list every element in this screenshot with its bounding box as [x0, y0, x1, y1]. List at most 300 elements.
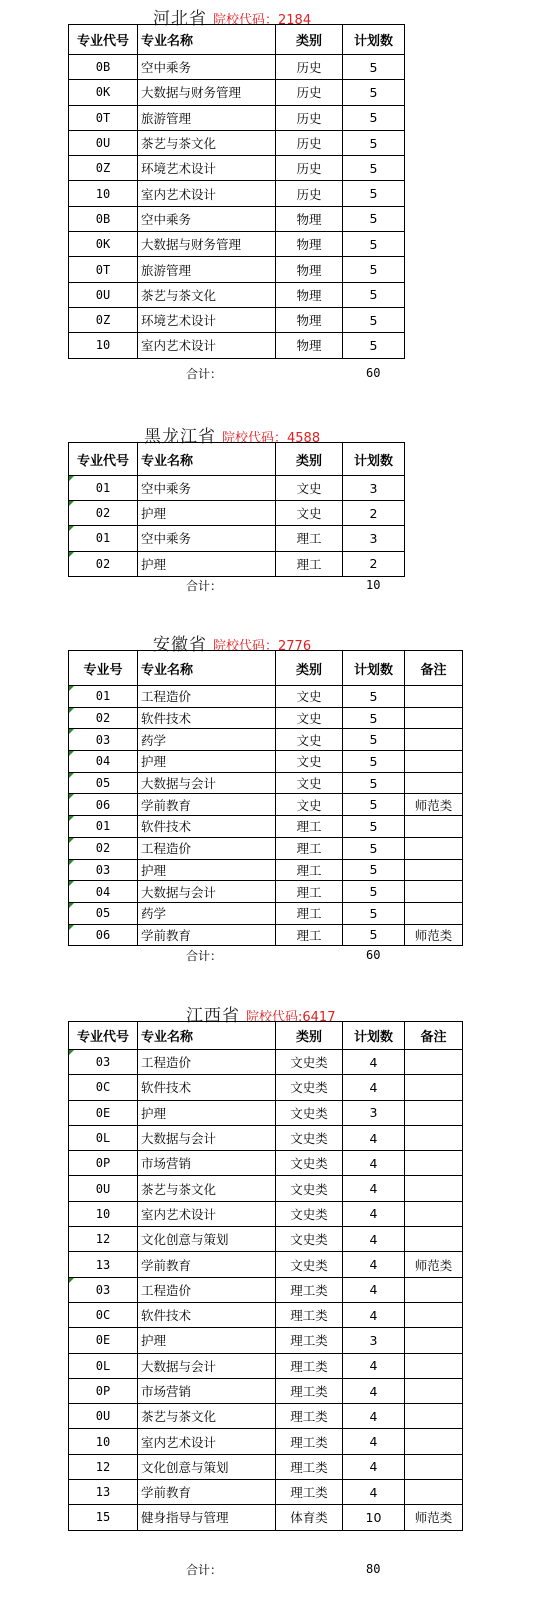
remark	[405, 1201, 463, 1226]
plan-count: 5	[343, 206, 405, 231]
jiangxi-table	[68, 1021, 463, 1531]
category: 理工	[276, 816, 343, 838]
category: 物理	[276, 232, 343, 257]
major-name: 软件技术	[138, 707, 276, 729]
major-code: 13	[69, 1252, 138, 1277]
major-name: 护理	[138, 501, 276, 526]
category: 历史	[276, 156, 343, 181]
plan-count: 5	[343, 902, 405, 924]
plan-count: 5	[343, 729, 405, 751]
plan-count: 5	[343, 794, 405, 816]
category: 文史类	[276, 1100, 343, 1125]
category: 历史	[276, 80, 343, 105]
major-name: 工程造价	[138, 1050, 276, 1075]
category: 理工	[276, 902, 343, 924]
category: 文史类	[276, 1227, 343, 1252]
plan-count: 4	[343, 1429, 405, 1454]
major-code: 0U	[69, 282, 138, 307]
remark	[405, 1302, 463, 1327]
major-code: 01	[69, 476, 138, 501]
category: 物理	[276, 333, 343, 358]
major-name: 护理	[138, 859, 276, 881]
major-name: 环境艺术设计	[138, 307, 276, 332]
plan-count: 4	[343, 1201, 405, 1226]
major-name: 市场营销	[138, 1378, 276, 1403]
major-code: 0K	[69, 232, 138, 257]
major-code: 0P	[69, 1378, 138, 1403]
table-row	[69, 1100, 463, 1125]
major-code: 10	[69, 181, 138, 206]
remark	[405, 1429, 463, 1454]
major-code: 01	[69, 526, 138, 551]
column-header: 计划数	[343, 651, 405, 686]
major-name: 茶艺与茶文化	[138, 282, 276, 307]
table-row	[69, 902, 463, 924]
major-name: 室内艺术设计	[138, 181, 276, 206]
category: 历史	[276, 130, 343, 155]
plan-count: 4	[343, 1480, 405, 1505]
anhui-table	[68, 650, 463, 946]
remark: 师范类	[405, 794, 463, 816]
major-name: 大数据与会计	[138, 881, 276, 903]
category: 文史类	[276, 1125, 343, 1150]
major-name: 学前教育	[138, 1480, 276, 1505]
major-code: 10	[69, 1429, 138, 1454]
major-code: 0B	[69, 55, 138, 80]
major-name: 学前教育	[138, 1252, 276, 1277]
table-row	[69, 551, 405, 576]
table-row	[69, 751, 463, 773]
remark	[405, 837, 463, 859]
category: 历史	[276, 181, 343, 206]
plan-count: 3	[343, 476, 405, 501]
table-row	[69, 526, 405, 551]
category: 文史	[276, 501, 343, 526]
major-code: 0P	[69, 1151, 138, 1176]
category: 理工类	[276, 1328, 343, 1353]
major-name: 茶艺与茶文化	[138, 1404, 276, 1429]
table-row	[69, 1125, 463, 1150]
table-row	[69, 105, 405, 130]
total-label: 合计：	[186, 579, 223, 593]
remark	[405, 1050, 463, 1075]
table-row	[69, 55, 405, 80]
remark	[405, 1125, 463, 1150]
plan-count: 5	[343, 257, 405, 282]
plan-count: 5	[343, 816, 405, 838]
header-row	[69, 651, 463, 686]
major-name: 旅游管理	[138, 105, 276, 130]
remark	[405, 1277, 463, 1302]
total-label: 合计：	[186, 367, 223, 381]
table-row	[69, 686, 463, 708]
table-row	[69, 1353, 463, 1378]
major-code: 0E	[69, 1328, 138, 1353]
major-name: 软件技术	[138, 816, 276, 838]
category: 理工类	[276, 1480, 343, 1505]
plan-count: 5	[343, 307, 405, 332]
plan-count: 5	[343, 80, 405, 105]
major-code: 12	[69, 1227, 138, 1252]
category: 理工类	[276, 1378, 343, 1403]
column-header: 专业名称	[138, 443, 276, 476]
total-value: 60	[366, 948, 381, 962]
major-code: 0Z	[69, 156, 138, 181]
remark	[405, 1100, 463, 1125]
major-code: 02	[69, 501, 138, 526]
table-row	[69, 1075, 463, 1100]
major-name: 软件技术	[138, 1302, 276, 1327]
table-row	[69, 1378, 463, 1403]
remark	[405, 751, 463, 773]
major-code: 03	[69, 1050, 138, 1075]
major-name: 大数据与会计	[138, 772, 276, 794]
school-code: 院校代码:6417	[246, 1010, 336, 1025]
major-code: 02	[69, 707, 138, 729]
major-name: 药学	[138, 729, 276, 751]
remark	[405, 1480, 463, 1505]
plan-count: 5	[343, 181, 405, 206]
major-code: 0U	[69, 1404, 138, 1429]
major-code: 0K	[69, 80, 138, 105]
category: 物理	[276, 257, 343, 282]
major-code: 10	[69, 1201, 138, 1226]
remark: 师范类	[405, 1252, 463, 1277]
category: 理工	[276, 859, 343, 881]
column-header: 备注	[405, 651, 463, 686]
category: 理工类	[276, 1429, 343, 1454]
major-name: 学前教育	[138, 924, 276, 946]
header-row	[69, 1022, 463, 1050]
column-header: 类别	[276, 1022, 343, 1050]
major-code: 03	[69, 729, 138, 751]
remark	[405, 1404, 463, 1429]
province-name: 安徽省	[153, 635, 207, 655]
remark	[405, 1075, 463, 1100]
remark	[405, 1328, 463, 1353]
major-code: 01	[69, 686, 138, 708]
table-row	[69, 1302, 463, 1327]
table-row	[69, 232, 405, 257]
table-row	[69, 1454, 463, 1479]
major-name: 空中乘务	[138, 206, 276, 231]
major-name: 学前教育	[138, 794, 276, 816]
major-name: 空中乘务	[138, 526, 276, 551]
major-name: 护理	[138, 751, 276, 773]
major-name: 药学	[138, 902, 276, 924]
column-header: 专业代号	[69, 443, 138, 476]
major-code: 0L	[69, 1125, 138, 1150]
plan-count: 5	[343, 156, 405, 181]
category: 理工类	[276, 1277, 343, 1302]
plan-count: 4	[343, 1176, 405, 1201]
remark	[405, 859, 463, 881]
table-row	[69, 1429, 463, 1454]
major-name: 室内艺术设计	[138, 1201, 276, 1226]
plan-count: 2	[343, 551, 405, 576]
table-row	[69, 1176, 463, 1201]
category: 理工	[276, 837, 343, 859]
table-row	[69, 282, 405, 307]
plan-count: 5	[343, 924, 405, 946]
remark	[405, 772, 463, 794]
major-code: 05	[69, 902, 138, 924]
major-name: 文化创意与策划	[138, 1227, 276, 1252]
major-name: 护理	[138, 1328, 276, 1353]
table-row	[69, 257, 405, 282]
table-row	[69, 859, 463, 881]
category: 体育类	[276, 1505, 343, 1530]
plan-count: 4	[343, 1252, 405, 1277]
plan-count: 5	[343, 333, 405, 358]
column-header: 计划数	[343, 443, 405, 476]
remark	[405, 729, 463, 751]
major-name: 工程造价	[138, 837, 276, 859]
table-row	[69, 772, 463, 794]
major-name: 市场营销	[138, 1151, 276, 1176]
plan-count: 10	[343, 1505, 405, 1530]
plan-count: 5	[343, 105, 405, 130]
category: 物理	[276, 282, 343, 307]
table-row	[69, 80, 405, 105]
plan-count: 5	[343, 130, 405, 155]
column-header: 专业名称	[138, 25, 276, 55]
plan-count: 2	[343, 501, 405, 526]
remark	[405, 816, 463, 838]
column-header: 类别	[276, 443, 343, 476]
category: 理工类	[276, 1353, 343, 1378]
category: 理工	[276, 526, 343, 551]
column-header: 专业号	[69, 651, 138, 686]
table-row	[69, 1252, 463, 1277]
category: 文史	[276, 686, 343, 708]
remark	[405, 881, 463, 903]
remark: 师范类	[405, 1505, 463, 1530]
category: 理工类	[276, 1454, 343, 1479]
category: 文史类	[276, 1075, 343, 1100]
province-name: 河北省	[153, 9, 207, 29]
major-code: 04	[69, 881, 138, 903]
remark: 师范类	[405, 924, 463, 946]
total-value: 60	[366, 366, 381, 380]
category: 物理	[276, 307, 343, 332]
table-row	[69, 1277, 463, 1302]
column-header: 类别	[276, 25, 343, 55]
category: 历史	[276, 105, 343, 130]
plan-count: 4	[343, 1075, 405, 1100]
table-row	[69, 333, 405, 358]
major-code: 0T	[69, 257, 138, 282]
table-row	[69, 1227, 463, 1252]
major-name: 旅游管理	[138, 257, 276, 282]
total-label: 合计：	[186, 949, 223, 963]
major-name: 文化创意与策划	[138, 1454, 276, 1479]
category: 文史	[276, 476, 343, 501]
plan-count: 4	[343, 1404, 405, 1429]
category: 理工类	[276, 1302, 343, 1327]
plan-count: 4	[343, 1454, 405, 1479]
category: 理工	[276, 924, 343, 946]
column-header: 专业代号	[69, 25, 138, 55]
major-name: 大数据与财务管理	[138, 232, 276, 257]
table-row	[69, 1151, 463, 1176]
category: 文史类	[276, 1050, 343, 1075]
major-code: 02	[69, 837, 138, 859]
table-row	[69, 307, 405, 332]
table-row	[69, 924, 463, 946]
category: 文史	[276, 707, 343, 729]
plan-count: 4	[343, 1125, 405, 1150]
major-code: 05	[69, 772, 138, 794]
major-code: 0T	[69, 105, 138, 130]
category: 物理	[276, 206, 343, 231]
province-name: 江西省	[186, 1006, 240, 1026]
plan-count: 5	[343, 232, 405, 257]
plan-count: 4	[343, 1302, 405, 1327]
major-code: 0C	[69, 1075, 138, 1100]
remark	[405, 1353, 463, 1378]
category: 文史类	[276, 1176, 343, 1201]
category: 文史	[276, 729, 343, 751]
remark	[405, 707, 463, 729]
header-row	[69, 25, 405, 55]
plan-count: 3	[343, 1328, 405, 1353]
major-code: 01	[69, 816, 138, 838]
major-code: 0Z	[69, 307, 138, 332]
plan-count: 4	[343, 1227, 405, 1252]
major-name: 环境艺术设计	[138, 156, 276, 181]
major-code: 10	[69, 333, 138, 358]
major-code: 03	[69, 1277, 138, 1302]
major-code: 04	[69, 751, 138, 773]
table-row	[69, 707, 463, 729]
plan-count: 3	[343, 526, 405, 551]
major-name: 茶艺与茶文化	[138, 130, 276, 155]
major-code: 06	[69, 794, 138, 816]
major-name: 护理	[138, 1100, 276, 1125]
major-code: 0L	[69, 1353, 138, 1378]
column-header: 专业名称	[138, 651, 276, 686]
plan-count: 5	[343, 751, 405, 773]
major-name: 大数据与会计	[138, 1353, 276, 1378]
table-row	[69, 1201, 463, 1226]
category: 文史	[276, 794, 343, 816]
major-name: 工程造价	[138, 1277, 276, 1302]
plan-count: 4	[343, 1378, 405, 1403]
column-header: 专业代号	[69, 1022, 138, 1050]
remark	[405, 1151, 463, 1176]
plan-count: 5	[343, 859, 405, 881]
major-code: 0E	[69, 1100, 138, 1125]
table-row	[69, 501, 405, 526]
table-row	[69, 729, 463, 751]
plan-count: 4	[343, 1353, 405, 1378]
plan-count: 4	[343, 1050, 405, 1075]
major-name: 健身指导与管理	[138, 1505, 276, 1530]
table-row	[69, 1505, 463, 1530]
remark	[405, 1454, 463, 1479]
table-row	[69, 1404, 463, 1429]
total-label: 合计：	[186, 1563, 223, 1577]
table-row	[69, 156, 405, 181]
header-row	[69, 443, 405, 476]
category: 文史	[276, 772, 343, 794]
total-value: 10	[366, 578, 381, 592]
category: 历史	[276, 55, 343, 80]
table-row	[69, 794, 463, 816]
column-header: 备注	[405, 1022, 463, 1050]
table-row	[69, 476, 405, 501]
major-code: 0B	[69, 206, 138, 231]
major-code: 12	[69, 1454, 138, 1479]
plan-count: 3	[343, 1100, 405, 1125]
plan-count: 5	[343, 55, 405, 80]
remark	[405, 1378, 463, 1403]
category: 文史类	[276, 1252, 343, 1277]
plan-count: 4	[343, 1277, 405, 1302]
heilongjiang-table	[68, 442, 405, 577]
major-name: 工程造价	[138, 686, 276, 708]
major-code: 13	[69, 1480, 138, 1505]
major-name: 护理	[138, 551, 276, 576]
major-name: 空中乘务	[138, 476, 276, 501]
plan-count: 5	[343, 772, 405, 794]
category: 文史	[276, 751, 343, 773]
major-name: 室内艺术设计	[138, 333, 276, 358]
table-row	[69, 816, 463, 838]
category: 理工类	[276, 1404, 343, 1429]
table-row	[69, 1480, 463, 1505]
major-name: 茶艺与茶文化	[138, 1176, 276, 1201]
province-name: 黑龙江省	[144, 427, 216, 447]
major-code: 03	[69, 859, 138, 881]
category: 理工	[276, 881, 343, 903]
total-value: 80	[366, 1562, 381, 1576]
category: 理工	[276, 551, 343, 576]
table-row	[69, 1050, 463, 1075]
table-row	[69, 181, 405, 206]
table-row	[69, 881, 463, 903]
major-code: 02	[69, 551, 138, 576]
column-header: 类别	[276, 651, 343, 686]
plan-count: 5	[343, 282, 405, 307]
major-code: 0U	[69, 1176, 138, 1201]
major-name: 室内艺术设计	[138, 1429, 276, 1454]
remark	[405, 1227, 463, 1252]
school-code: 院校代码：4588	[222, 431, 321, 446]
major-code: 0U	[69, 130, 138, 155]
table-row	[69, 130, 405, 155]
school-code: 院校代码：2776	[213, 639, 312, 654]
table-row	[69, 1328, 463, 1353]
school-code: 院校代码：2184	[213, 13, 312, 28]
remark	[405, 902, 463, 924]
remark	[405, 1176, 463, 1201]
remark	[405, 686, 463, 708]
major-code: 0C	[69, 1302, 138, 1327]
table-row	[69, 206, 405, 231]
major-name: 大数据与会计	[138, 1125, 276, 1150]
category: 文史类	[276, 1151, 343, 1176]
category: 文史类	[276, 1201, 343, 1226]
major-name: 空中乘务	[138, 55, 276, 80]
major-name: 软件技术	[138, 1075, 276, 1100]
column-header: 计划数	[343, 25, 405, 55]
plan-count: 5	[343, 686, 405, 708]
table-row	[69, 837, 463, 859]
plan-count: 5	[343, 837, 405, 859]
major-code: 15	[69, 1505, 138, 1530]
